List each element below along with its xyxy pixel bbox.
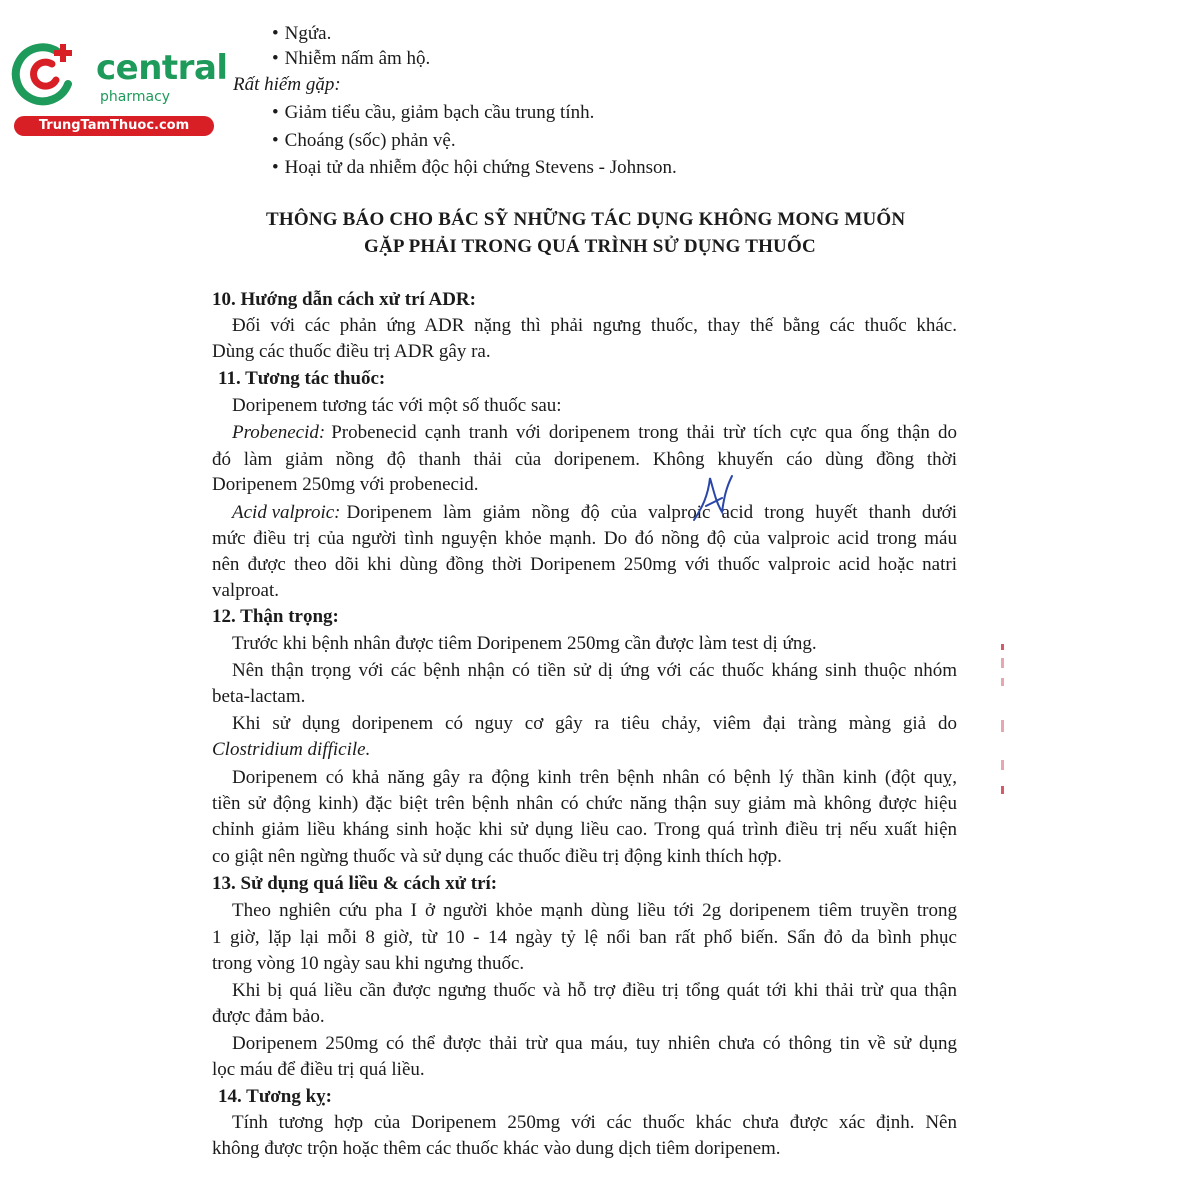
paragraph-line: Doripenem 250mg có thể được thải trừ qua máu, tuy nhiên chưa có thông tin về sử dụng	[232, 1033, 957, 1054]
probenecid-line	[232, 421, 957, 445]
paragraph-line: Doripenem 250mg với probenecid.	[212, 474, 479, 495]
section-heading-13: 13. Sử dụng quá liều & cách xử trí:	[212, 873, 498, 894]
paragraph-line: 1 giờ, lặp lại mỗi 8 giờ, từ 10 - 14 ngày tỷ lệ nổi ban rất phổ biến. Sẩn đỏ da bình phục	[212, 927, 957, 948]
list-item: • Choáng (sốc) phản vệ.	[272, 129, 456, 153]
stamp-edge-mark-icon	[998, 640, 1008, 800]
paragraph-line: Dùng các thuốc điều trị ADR gây ra.	[212, 341, 491, 362]
paragraph-line: Nên thận trọng với các bệnh nhận có tiền sử dị ứng với các thuốc kháng sinh thuộc nhóm	[232, 660, 957, 681]
probenecid-label: Probenecid:	[232, 422, 326, 443]
list-item: • Giảm tiểu cầu, giảm bạch cầu trung tính.	[272, 101, 594, 125]
list-item: • Ngứa.	[272, 22, 331, 46]
paragraph-line: nên được theo dõi khi dùng đồng thời Doripenem 250mg với thuốc valproic acid hoặc natri	[212, 554, 957, 575]
paragraph-line: Doripenem tương tác với một số thuốc sau:	[232, 395, 562, 416]
list-item: • Nhiễm nấm âm hộ.	[272, 47, 430, 71]
logo-brand-text: central	[96, 48, 228, 88]
paragraph-line: Tính tương hợp của Doripenem 250mg với các thuốc khác chưa được xác định. Nên	[232, 1112, 957, 1133]
paragraph-line: Clostridium difficile.	[212, 739, 371, 760]
paragraph-line: mức điều trị của người tình nguyện khỏe mạnh. Do đó nồng độ của valproic acid trong máu	[212, 528, 957, 549]
valproic-line	[232, 501, 957, 525]
paragraph-line: beta-lactam.	[212, 686, 306, 707]
section-heading-11: 11. Tương tác thuốc:	[218, 368, 386, 389]
section-heading-12: 12. Thận trọng:	[212, 606, 339, 627]
section-heading-14: 14. Tương kỵ:	[218, 1086, 332, 1107]
logo-sub-text: pharmacy	[100, 89, 171, 105]
paragraph-line: không được trộn hoặc thêm các thuốc khác vào dung dịch tiêm doripenem.	[212, 1138, 781, 1159]
paragraph-line: trong vòng 10 ngày sau khi ngưng thuốc.	[212, 953, 525, 974]
paragraph-text: Probenecid cạnh tranh với doripenem trong thải trừ tích cực qua ống thận do	[331, 422, 957, 443]
paragraph-line: Đối với các phản ứng ADR nặng thì phải ngưng thuốc, thay thế bằng các thuốc khác.	[232, 315, 957, 336]
paragraph-line: Khi bị quá liều cần được ngưng thuốc và hỗ trợ điều trị tổng quát tới khi thải trừ qua thận	[232, 980, 957, 1001]
notice-title-line-2: GẶP PHẢI TRONG QUÁ TRÌNH SỬ DỤNG THUỐC	[364, 236, 816, 257]
list-item: • Hoại tử da nhiễm độc hội chứng Stevens - Johnson.	[272, 156, 677, 180]
paragraph-line: đó làm giảm nồng độ thanh thải của doripenem. Không khuyến cáo dùng đồng thời	[212, 449, 957, 470]
paragraph-line: lọc máu để điều trị quá liều.	[212, 1059, 425, 1080]
notice-title-line-1: THÔNG BÁO CHO BÁC SỸ NHỮNG TÁC DỤNG KHÔNG MONG MUỐN	[266, 209, 906, 230]
paragraph-text: Doripenem làm giảm nồng độ của valproic acid trong huyết thanh dưới	[346, 502, 957, 523]
paragraph-line: chỉnh giảm liều kháng sinh hoặc khi sử dụng liều cao. Trong quá trình điều trị nếu xuất hiện	[212, 819, 957, 840]
paragraph-line: Trước khi bệnh nhân được tiêm Doripenem 250mg cần được làm test dị ứng.	[232, 633, 817, 654]
signature-mark-icon	[688, 468, 738, 528]
paragraph-line: Khi sử dụng doripenem có nguy cơ gây ra tiêu chảy, viêm đại tràng màng giả do	[232, 713, 957, 734]
paragraph-line: Doripenem có khả năng gây ra động kinh trên bệnh nhân có bệnh lý thần kinh (đột quỵ,	[232, 767, 957, 788]
paragraph-line: Theo nghiên cứu pha I ở người khỏe mạnh dùng liều tới 2g doripenem tiêm truyền trong	[232, 900, 957, 921]
paragraph-line: co giật nên ngừng thuốc và sử dụng các thuốc điều trị động kinh thích hợp.	[212, 846, 782, 867]
paragraph-line: tiền sử động kinh) đặc biệt trên bệnh nhân có chức năng thận suy giảm mà không được hiệu	[212, 793, 957, 814]
paragraph-line: được đảm bảo.	[212, 1006, 325, 1027]
very-rare-label: Rất hiếm gặp:	[233, 74, 341, 95]
section-heading-10: 10. Hướng dẫn cách xử trí ADR:	[212, 289, 476, 310]
paragraph-line: valproat.	[212, 580, 280, 601]
valproic-label: Acid valproic:	[232, 502, 341, 523]
logo-website-badge: TrungTamThuoc.com	[14, 116, 214, 136]
